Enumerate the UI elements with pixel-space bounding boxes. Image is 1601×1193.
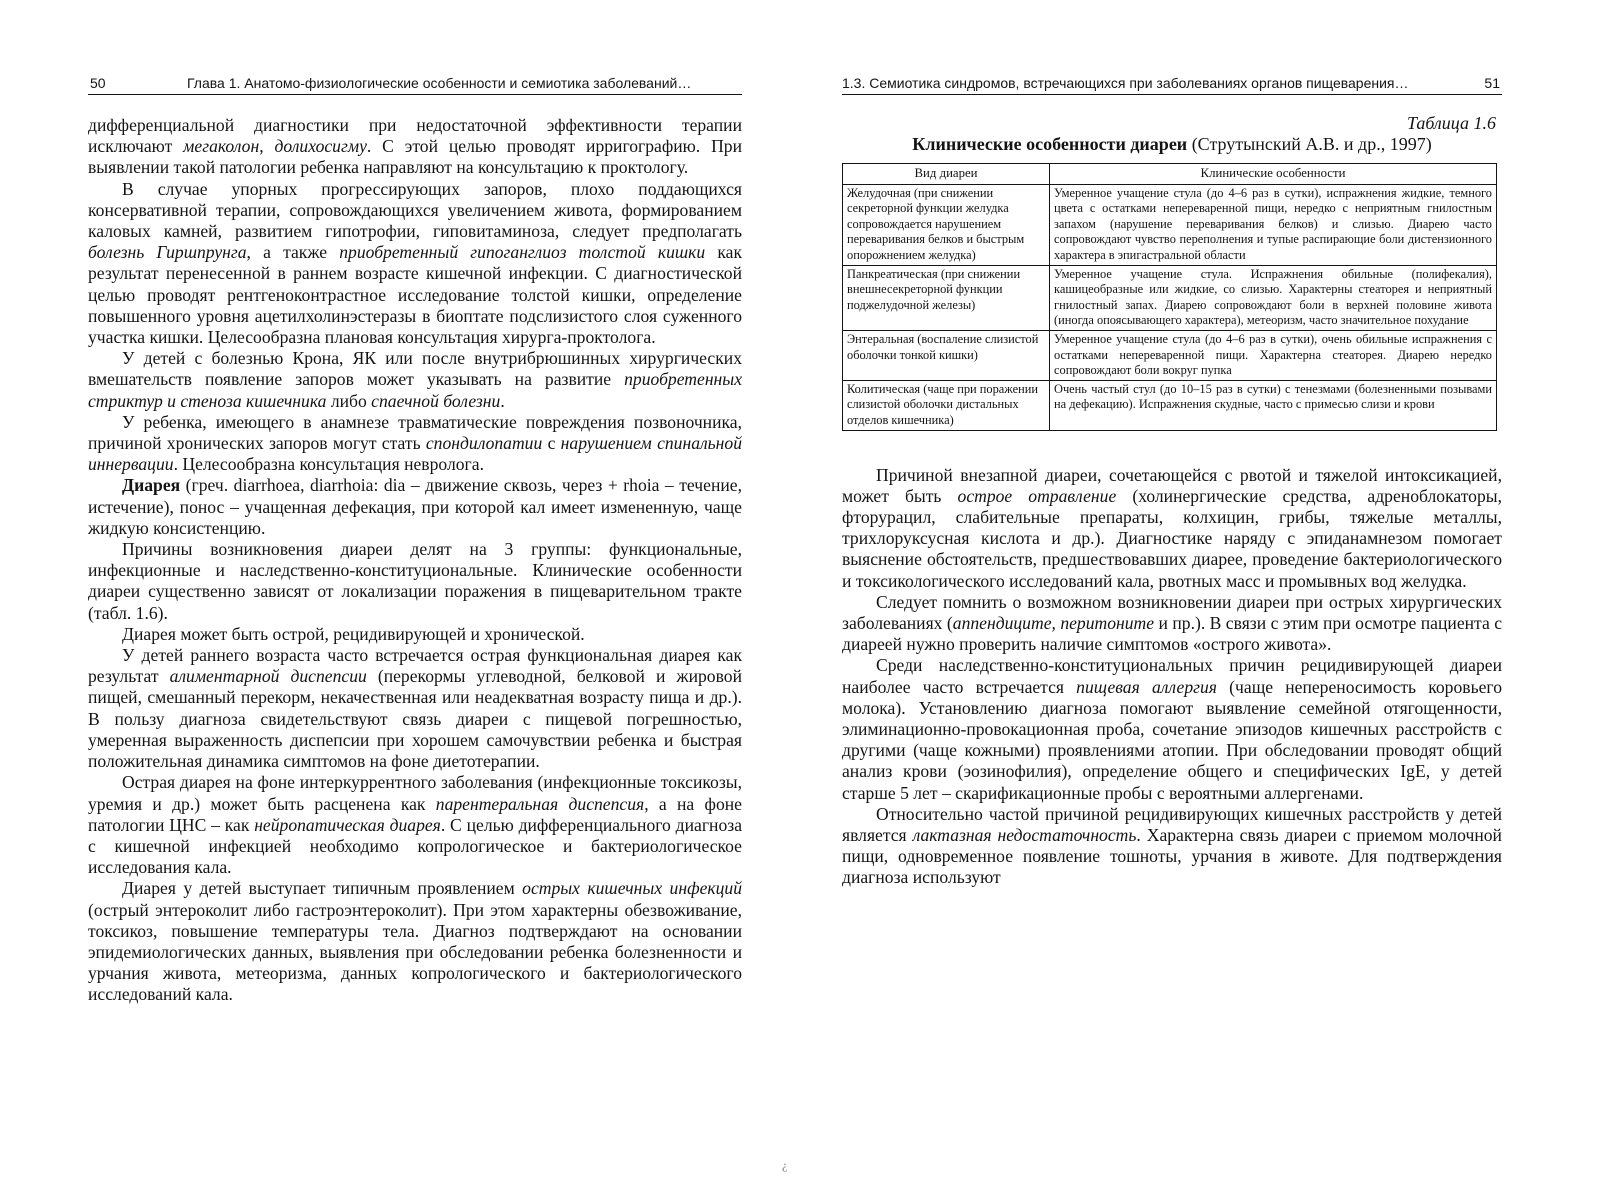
text-run: (греч. diarrhoea, diarrhoia: dia – движение сквозь, через + rhoia – течение, истечение), понос – учащенная дефекация, при которой кал имеет измененную, чаще жидкую консистенцию.: [88, 475, 742, 538]
text-run: (Струтынский А.В. и др., 1997): [1187, 134, 1432, 154]
table-caption: Таблица 1.6: [1406, 113, 1496, 133]
italic-term: приобретенный гипоганглиоз толстой кишки: [339, 242, 706, 263]
text-run: Острая диарея на фоне интеркуррентного заболевания (инфекционные токсикозы, уремия и др.) может быть расценена как: [88, 772, 742, 814]
text-run: (чаще непереносимость коровьего молока). Установлению диагноза помогают выявление семейной отягощенности, элиминационно-провокационная проба, сочетание эпизодов кишечных расстройств с другими (чаще кожными) проявлениями атопии. При обследовании проводят общий анализ крови (эозинофилия), определение общего и специфических IgE, у детей старше 5 лет – скарификационные пробы с вероятными аллергенами.: [842, 676, 1502, 803]
text-run: .: [500, 390, 505, 411]
left-body-text: [88, 115, 742, 1006]
cell-clinical-features: Умеренное учащение стула (до 4–6 раз в сутки), очень обильные испражнения с остатками непереваренной пищи. Характерна стеаторея. Диарею нередко сопровождают боли вокруг пупка: [1050, 330, 1497, 380]
cell-clinical-features: Очень частый стул (до 10–15 раз в сутки) с тенезмами (болезненными позывами на дефекацию). Испражнения скудные, часто с примесью слизи и крови: [1050, 380, 1497, 430]
paragraph: [88, 645, 742, 772]
paragraph: [842, 804, 1502, 889]
paragraph: [88, 475, 742, 539]
text-run: Причиной внезапной диареи, сочетающейся с рвотой и тяжелой интоксикацией, может быть: [842, 464, 1502, 506]
bold-term: Диарея: [122, 475, 181, 496]
paragraph: [88, 772, 742, 878]
italic-term: пищевая аллергия: [1076, 676, 1217, 697]
text-run: дифференциальной диагностики при недостаточной эффективности терапии исключают: [88, 115, 742, 157]
paragraph: [88, 624, 742, 645]
cell-diarrhea-type: Желудочная (при снижении секреторной функции желудка сопровождается нарушением переваривания белков и быстрым опорожнением желудка): [843, 184, 1050, 265]
italic-term: приобретенных стриктур и стеноза кишечника: [88, 369, 742, 411]
header-diarrhea-type: Вид диареи: [843, 164, 1050, 185]
text-run: . С этой целью проводят ирригографию. При выявлении такой патологии ребенка направляют на консультацию к проктологу.: [88, 136, 743, 178]
right-page: [842, 72, 1502, 889]
gutter-mark: ¿: [782, 1158, 788, 1172]
table-row: [843, 330, 1497, 380]
paragraph: [88, 348, 742, 412]
italic-term: острое отравление: [957, 485, 1117, 506]
italic-term: острых кишечных инфекций: [522, 878, 742, 899]
cell-diarrhea-type: Панкреатическая (при снижении внешнесекреторной функции поджелудочной железы): [843, 265, 1050, 330]
text-run: с: [542, 433, 561, 454]
left-page: [88, 72, 742, 1006]
text-run: и пр.). В связи с этим при осмотре пациента с диареей нужно проверить наличие симптомов «острого живота».: [842, 612, 1503, 655]
left-running-head: [88, 72, 742, 95]
right-running-title: 1.3. Семиотика синдромов, встречающихся при заболеваниях органов пищеварения…: [842, 75, 1409, 91]
cell-clinical-features: Умеренное учащение стула. Испражнения обильные (полифекалия), кашицеобразные или жидкие, со слизью. Характерны стеаторея и неприятный гнилостный запах. Диарею сопровождают боли в верхней половине живота (иногда опоясывающего характера), метеоризм, часто значительное похудание: [1050, 265, 1497, 330]
left-page-number: 50: [90, 75, 106, 91]
text-run: . Характерна связь диареи с приемом молочной пищи, одновременное появление тошноты, урчания в животе. Для подтверждения диагноза используют: [842, 824, 1502, 888]
cell-diarrhea-type: Колитическая (чаще при поражении слизистой оболочки дистальных отделов кишечника): [843, 380, 1050, 430]
paragraph: [88, 179, 742, 349]
left-running-title: Глава 1. Анатомо-физиологические особенности и семиотика заболеваний…: [187, 75, 692, 91]
right-page-number: 51: [1484, 75, 1500, 91]
italic-term: спондилопатии: [425, 433, 543, 454]
italic-term: нарушением спинальной иннервации: [88, 433, 742, 475]
text-run: Диарея у детей выступает типичным проявлением: [122, 878, 523, 899]
text-run: У детей раннего возраста часто встречается острая функциональная диарея как результат: [88, 645, 742, 687]
text-run: Среди наследственно-конституциональных причин рецидивирующей диареи наиболее часто встречается: [842, 655, 1502, 697]
text-run: (острый энтероколит либо гастроэнтероколит). При этом характерны обезвоживание, токсикоз, повышение температуры тела. Диагноз подтверждают на основании эпидемиологических данных, выявления при обследовании ребенка болезненности и урчания живота, метеоризма, данных копрологического и бактериологического исследований кала.: [88, 899, 742, 1005]
text-run: Причины возникновения диареи делят на 3 группы: функциональные, инфекционные и наследственно-конституциональные. Клинические особенности диареи существенно зависят от локализации поражения в пищеварительном тракте (табл. 1.6).: [88, 539, 742, 623]
table-header-row: [843, 164, 1497, 185]
text-run: (холинергические средства, адреноблокаторы, фторурацил, слабительные препараты, колхицин, грибы, тяжелые металлы, трихлоруксусная кислота и др.). Диагностике наряду с эпиданамнезом помогает выяснение обстоятельств, предшествовавших диарее, проведение бактериологического и токсикологического исследований кала, рвотных масс и промывных вод желудка.: [842, 485, 1502, 591]
text-run: В случае упорных прогрессирующих запоров, плохо поддающихся консервативной терапии, сопровождающихся увеличением живота, формированием каловых камней, развитием гипотрофии, гиповитаминоза, следует предполагать: [88, 178, 742, 242]
italic-term: мегаколон, долихосигму: [183, 136, 367, 157]
table-row: [843, 184, 1497, 265]
text-run: У ребенка, имеющего в анамнезе травматические повреждения позвоночника, причиной хронических запоров могут стать: [88, 411, 742, 454]
text-run: (перекормы углеводной, белковой и жировой пищей, смешанный перекорм, некачественная или неадекватная возрасту пища и др.). В пользу диагноза свидетельствуют связь диареи с пищевой погрешностью, умеренная выраженность диспепсии при хорошем самочувствии ребенка и быстрая положительная динамика симптомов на фоне диетотерапии.: [88, 666, 742, 772]
text-run: У детей с болезнью Крона, ЯК или после внутрибрюшинных хирургических вмешательств появление запоров может указывать на развитие: [88, 348, 742, 390]
right-running-head: [842, 72, 1502, 95]
text-run: , а также: [246, 242, 340, 263]
italic-term: аппендиците, перитоните: [952, 612, 1155, 633]
table-row: [843, 265, 1497, 330]
paragraph: [88, 539, 742, 624]
text-run: Следует помнить о возможном возникновении диареи при острых хирургических заболеваниях (: [842, 591, 1502, 633]
table-row: [843, 380, 1497, 430]
italic-term: спаечной болезни: [371, 390, 501, 411]
text-run: либо: [326, 390, 372, 411]
bold-term: Клинические особенности диареи: [912, 134, 1188, 154]
table-title: [842, 134, 1502, 155]
italic-term: лактазная недостаточность: [912, 824, 1137, 845]
text-run: как результат перенесенной в раннем возрасте кишечной инфекции. С диагностической целью проводят рентгеноконтрастное исследование толстой кишки, определение повышенного уровня ацетилхолинэстеразы в биоптате подслизистого слоя суженного участка кишки. Целесообразна плановая консультация хирурга-проктолога.: [88, 242, 742, 348]
italic-term: парентеральная диспепсия: [435, 793, 645, 814]
paragraph: [88, 878, 742, 1005]
diarrhea-features-table: [842, 163, 1497, 431]
paragraph: [88, 115, 742, 179]
paragraph: [842, 465, 1502, 592]
paragraph: [88, 412, 742, 476]
header-clinical-features: Клинические особенности: [1050, 164, 1497, 185]
italic-term: алиментарной диспепсии: [169, 666, 367, 687]
italic-term: болезнь Гиршпрунга: [88, 242, 247, 263]
italic-term: нейропатическая диарея: [254, 814, 441, 835]
cell-diarrhea-type: Энтеральная (воспаление слизистой оболочки тонкой кишки): [843, 330, 1050, 380]
text-run: , а на фоне патологии ЦНС – как: [88, 793, 742, 835]
text-run: Относительно частой причиной рецидивирующих кишечных расстройств у детей является: [842, 803, 1502, 845]
cell-clinical-features: Умеренное учащение стула (до 4–6 раз в сутки), испражнения жидкие, темного цвета с остатками непереваренной пищи, нередко с неприятным гнилостным запахом (нарушение переваривания белков) и слизью. Диарею часто сопровождают чувство переполнения и тупые распирающие боли дистензионного характера в эпигастральной области: [1050, 184, 1497, 265]
right-body-text: [842, 465, 1502, 889]
text-run: Диарея может быть острой, рецидивирующей и хронической.: [122, 623, 585, 644]
text-run: . Целесообразна консультация невролога.: [173, 454, 484, 475]
text-run: . С целью дифференциального диагноза с кишечной инфекцией необходимо копрологическое и бактериологическое исследования кала.: [88, 814, 743, 878]
paragraph: [842, 655, 1502, 803]
paragraph: [842, 592, 1502, 656]
